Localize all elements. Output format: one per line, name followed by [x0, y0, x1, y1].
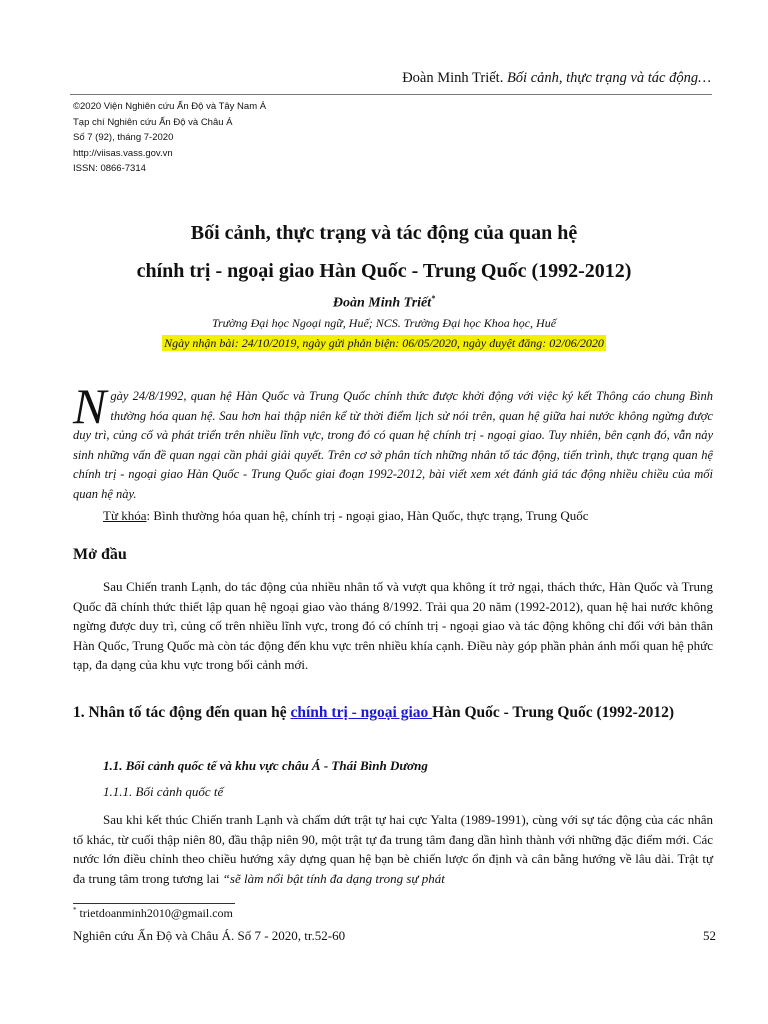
- author-line: [0, 294, 768, 312]
- subsection-1-1-heading: 1.1. Bối cảnh quốc tế và khu vực châu Á - Thái Bình Dương: [103, 758, 428, 773]
- meta-issn: ISSN: 0866-7314: [73, 163, 146, 174]
- keywords-text: : Bình thường hóa quan hệ, chính trị - ngoại giao, Hàn Quốc, thực trạng, Trung Quốc: [146, 508, 589, 523]
- footer-citation: Nghiên cứu Ấn Độ và Châu Á. Số 7 - 2020, tr.52-60: [73, 928, 346, 943]
- abstract-text: gày 24/8/1992, quan hệ Hàn Quốc và Trung Quốc chính thức được khởi động với việc ký kết Thông cáo chung Bình thường hóa quan hệ. Sau hơn hai thập niên kể từ thời điểm lịch sử nói trên, quan hệ giữa hai nước không ngừng được duy trì, củng cố và phát triển trên nhiều lĩnh vực, trong đó có quan hệ chính trị - ngoại giao. Tuy nhiên, bên cạnh đó, vẫn nảy sinh những vấn đề quan ngại cần phải giải quyết. Trên cơ sở phân tích những nhân tố tác động, tiến trình, thực trạng quan hệ chính trị - ngoại giao Hàn Quốc - Trung Quốc giai đoạn 1992-2012, bài viết xem xét đánh giá tác động nhiều chiều của mối quan hệ này.: [73, 389, 713, 501]
- section-1-heading: [73, 702, 713, 724]
- title-line-2: chính trị - ngoại giao Hàn Quốc - Trung Quốc (1992-2012): [136, 260, 632, 282]
- author-affiliation: Trường Đại học Ngoại ngữ, Huế; NCS. Trường Đại học Khoa học, Huế: [211, 316, 557, 330]
- abstract-dropcap: N: [73, 378, 107, 434]
- author-footnote-mark: *: [431, 294, 436, 303]
- meta-url[interactable]: http://viisas.vass.gov.vn: [73, 147, 173, 159]
- abstract: [73, 378, 713, 504]
- meta-journal: Tạp chí Nghiên cứu Ấn Độ và Châu Á: [73, 116, 233, 128]
- section-1-paragraph: [73, 810, 713, 888]
- footnote: [73, 906, 233, 921]
- section-1-heading-link[interactable]: chính trị - ngoại giao: [290, 704, 433, 721]
- author-name: Đoàn Minh Triết: [332, 295, 432, 311]
- section-1-heading-post: Hàn Quốc - Trung Quốc (1992-2012): [432, 704, 674, 721]
- journal-meta: [73, 99, 266, 177]
- intro-paragraph: Sau Chiến tranh Lạnh, do tác động của nhiều nhân tố và vượt qua không ít trở ngại, thách thức, Hàn Quốc và Trung Quốc đã chính thức thiết lập quan hệ ngoại giao vào tháng 8/1992. Trải qua 20 năm (1992-2012), quan hệ hai nước không ngừng được duy trì, củng cố trên nhiều lĩnh vực, trong đó có chính trị - ngoại giao và tác động không chỉ đối với bản thân Hàn Quốc, Trung Quốc mà còn tác động đến khu vực trên nhiều khía cạnh. Điều này góp phần phản ánh mối quan hệ phức tạp, đa dạng của khu vực trong bối cảnh mới.: [73, 579, 713, 672]
- running-header-author: Đoàn Minh Triết.: [402, 70, 504, 86]
- running-header-title: Bối cảnh, thực trạng và tác động…: [506, 70, 711, 86]
- header-rule: [70, 94, 712, 95]
- meta-issue: Số 7 (92), tháng 7-2020: [73, 132, 174, 143]
- footnote-mark: *: [73, 906, 77, 914]
- section-1-heading-pre: 1. Nhân tố tác động đến quan hệ: [73, 704, 291, 721]
- submission-dates: [0, 336, 768, 351]
- keywords: [103, 508, 588, 524]
- subsection-1-1-1-heading: 1.1.1. Bối cảnh quốc tế: [103, 784, 224, 799]
- meta-copyright: ©2020 Viện Nghiên cứu Ấn Độ và Tây Nam Á: [73, 101, 267, 112]
- title-line-1: Bối cảnh, thực trạng và tác động của quan hệ: [190, 222, 578, 244]
- page-number: 52: [703, 928, 716, 943]
- intro-heading: Mở đầu: [73, 546, 127, 563]
- keywords-label: Từ khóa: [103, 508, 147, 523]
- running-header: [402, 70, 711, 87]
- submission-dates-highlight: Ngày nhận bài: 24/10/2019, ngày gửi phản biện: 06/05/2020, ngày duyệt đăng: 02/06/2020: [164, 336, 604, 350]
- footnote-email[interactable]: trietdoanminh2010@gmail.com: [76, 906, 233, 920]
- footnote-rule: [73, 903, 235, 904]
- section-1-paragraph-text: Sau khi kết thúc Chiến tranh Lạnh và chấm dứt trật tự hai cực Yalta (1989-1991), cùng với sự tác động của các nhân tố khác, từ cuối thập niên 80, đầu thập niên 90, một trật tự đa trung tâm đang dần hình thành với những đặc điểm mới. Các nước lớn điều chỉnh theo chiều hướng xây dựng quan hệ bạn bè chiến lược ổn định và cân bằng hướng về lâu dài. Trật tự đa trung tâm trong tương lai: [73, 812, 713, 886]
- section-1-quote: “sẽ làm nổi bật tính đa dạng trong sự phát: [222, 870, 445, 886]
- article-title: [0, 214, 768, 290]
